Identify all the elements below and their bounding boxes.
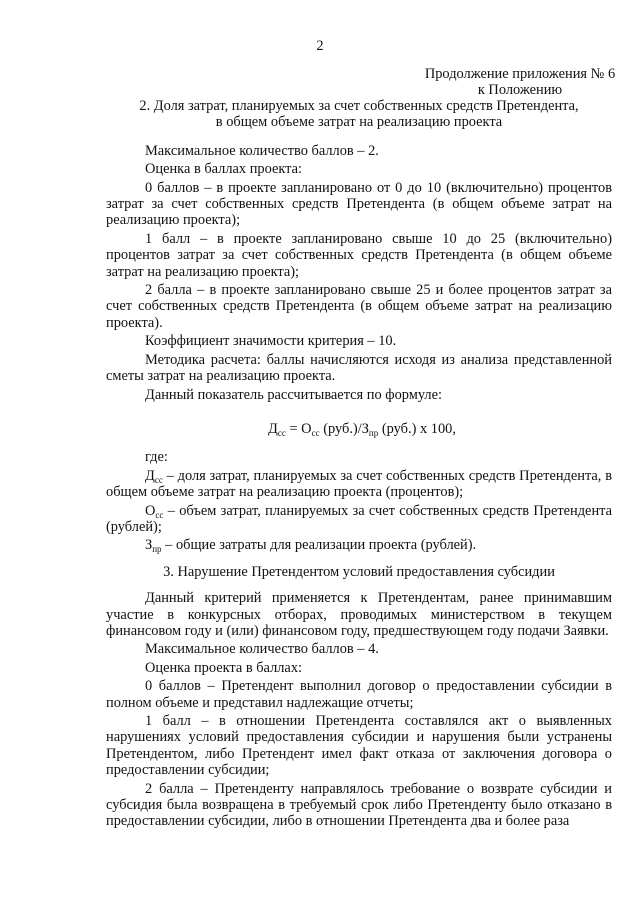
appendix-note-line1: Продолжение приложения № 6 [424,66,616,82]
section-2-score-1: 1 балл – в проекте запланировано свыше 10 до 25 (включительно) процентов затрат за счет собственных средств Претендента (в общем объеме затрат на реализацию проекта); [106,230,612,280]
section-2-method: Методика расчета: баллы начисляются исходя из анализа представленной сметы затрат на реализацию проекта. [106,351,612,385]
appendix-note [420,66,620,98]
document-body [106,98,612,832]
section-3-max-points: Максимальное количество баллов – 4. [145,641,379,658]
section-3-heading: 3. Нарушение Претендентом условий предоставления субсидии [163,563,555,580]
section-2-scoring-intro: Оценка в баллах проекта: [145,161,303,178]
formula-tail: (руб.) х 100, [378,420,456,437]
definition-o-symbol: О [145,502,156,519]
formula-o-subscript: сс [311,427,320,438]
definition-d-subscript: сс [154,474,163,485]
definition-z [106,537,612,553]
section-3-score-0: 0 баллов – Претендент выполнил договор о предоставлении субсидии в полном объеме и представил надлежащие отчеты; [106,678,612,711]
section-3-scoring-intro: Оценка проекта в баллах: [145,659,303,676]
definition-o-subscript: сс [155,509,164,520]
section-2-max-points: Максимальное количество баллов – 2. [145,142,379,159]
appendix-note-line2: к Положению [477,82,563,98]
formula-mid: (руб.)/З [319,420,369,437]
section-2-score-2: 2 балла – в проекте запланировано свыше 25 и более процентов затрат за счет собственных средств Претендента (в общем объеме затрат на реализацию проекта). [106,282,612,331]
section-2-heading-line1: 2. Доля затрат, планируемых за счет собственных средств Претендента, [139,98,579,114]
formula-z-subscript: пр [368,427,379,438]
formula-lhs: Д [268,420,278,437]
formula [106,421,612,437]
section-2-score-0: 0 баллов – в проекте запланировано от 0 до 10 (включительно) процентов затрат за счет собственных средств Претендента (в общем объеме затрат на реализацию проекта); [106,179,612,229]
section-2-formula-intro: Данный показатель рассчитывается по формуле: [145,386,442,403]
section-2-where: где: [145,449,168,466]
definition-d [106,468,612,501]
section-3-score-1: 1 балл – в отношении Претендента составлялся акт о выявленных нарушениях условий предоставления субсидии и нарушения были устранены Претендентом, либо Претендент имел факт отказа от заключения договора о предоставлении субсидии; [106,713,612,779]
definition-z-symbol: З [145,537,153,554]
section-2-heading [106,98,612,131]
definition-o-text: – объем затрат, планируемых за счет собственных средств Претендента (рублей); [106,502,612,535]
section-3-score-2: 2 балла – Претенденту направлялось требование о возврате субсидии и субсидия была возвращена в требуемый срок либо Претенденту было отказано в предоставлении субсидии, либо в отношении Претендента два и более раза [106,780,612,830]
formula-equals: = О [285,420,312,437]
definition-d-text: – доля затрат, планируемых за счет собственных средств Претендента, в общем объеме затрат на реализацию проекта (процентов); [106,467,612,501]
page-number: 2 [316,38,324,54]
definition-d-symbol: Д [145,467,155,484]
section-2-heading-line2: в общем объеме затрат на реализацию проекта [215,114,503,131]
definition-z-text: – общие затраты для реализации проекта (рублей). [161,537,477,554]
formula-lhs-subscript: сс [277,427,286,438]
section-3-applies: Данный критерий применяется к Претендентам, ранее принимавшим участие в конкурсных отборах, проводимых министерством в текущем финансовом году и (или) финансовом году, предшествующем году подачи Заявки. [106,590,612,639]
definition-z-subscript: пр [152,544,162,555]
definition-o [106,503,612,536]
section-2-coefficient: Коэффициент значимости критерия – 10. [145,333,397,350]
